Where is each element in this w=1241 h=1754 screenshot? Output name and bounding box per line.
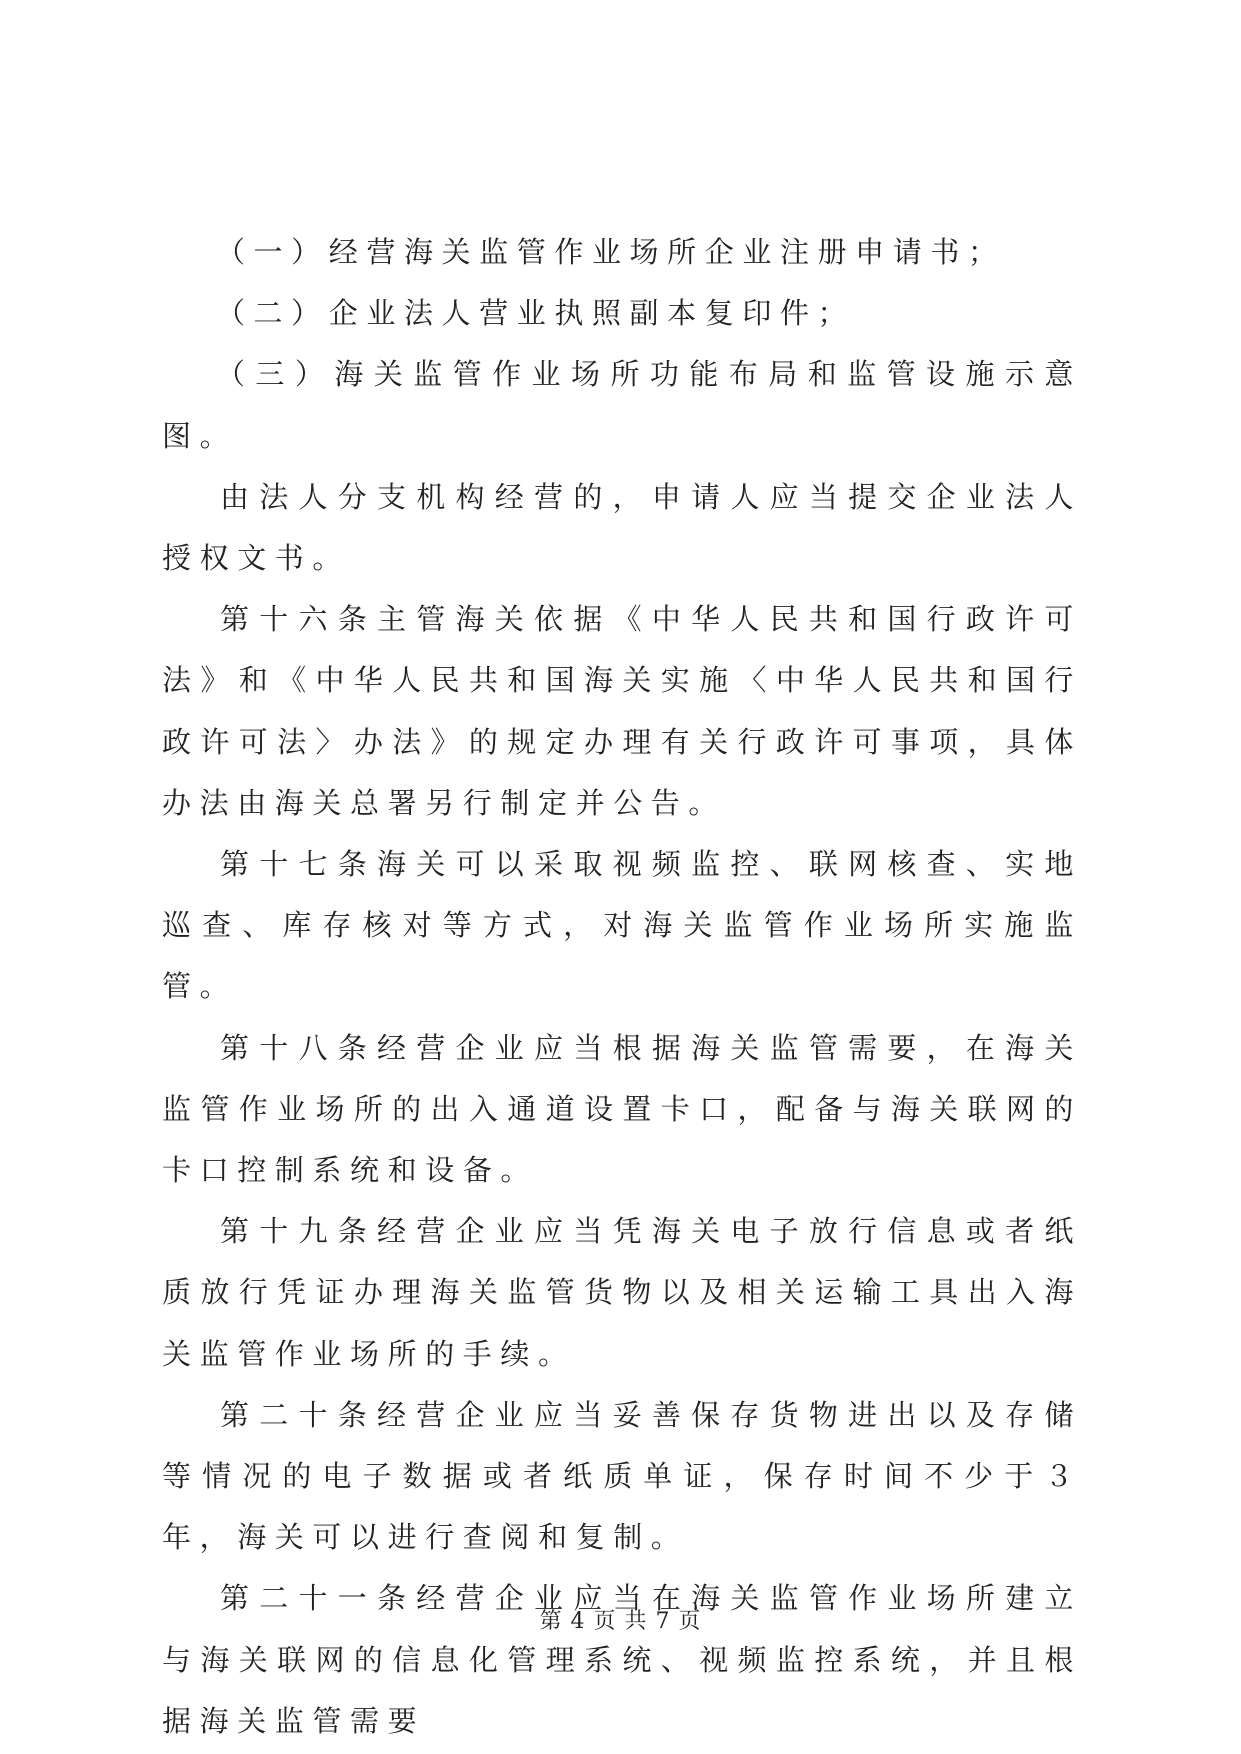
list-item-3: （三）海关监管作业场所功能布局和监管设施示意图。 [162,357,1082,453]
article-20: 第二十条经营企业应当妥善保存货物进出以及存储等情况的电子数据或者纸质单证，保存时间不少于３年，海关可以进行查阅和复制。 [162,1397,1082,1555]
list-item-2: （二）企业法人营业执照副本复印件； [215,296,856,331]
article-17: 第十七条海关可以采取视频监控、联网核查、实地巡查、库存核对等方式，对海关监管作业场所实施监管。 [162,847,1082,1004]
page-footer: 第 4 页 共 7 页 [539,1609,702,1634]
article-19: 第十九条经营企业应当凭海关电子放行信息或者纸质放行凭证办理海关监管货物以及相关运输工具出入海关监管作业场所的手续。 [162,1214,1082,1371]
paragraph-branch-authorization: 由法人分支机构经营的，申请人应当提交企业法人授权文书。 [162,479,1082,576]
document-body [162,222,1082,1752]
list-item-1: （一）经营海关监管作业场所企业注册申请书； [215,235,1006,269]
article-16: 第十六条主管海关依据《中华人民共和国行政许可法》和《中华人民共和国海关实施〈中华人民共和国行政许可法〉办法》的规定办理有关行政许可事项，具体办法由海关总署另行制定并公告。 [162,602,1082,820]
article-21: 第二十一条经营企业应当在海关监管作业场所建立与海关联网的信息化管理系统、视频监控系统，并且根据海关监管需要 [162,1581,1082,1738]
article-18: 第十八条经营企业应当根据海关监管需要，在海关监管作业场所的出入通道设置卡口，配备与海关联网的卡口控制系统和设备。 [162,1030,1082,1188]
